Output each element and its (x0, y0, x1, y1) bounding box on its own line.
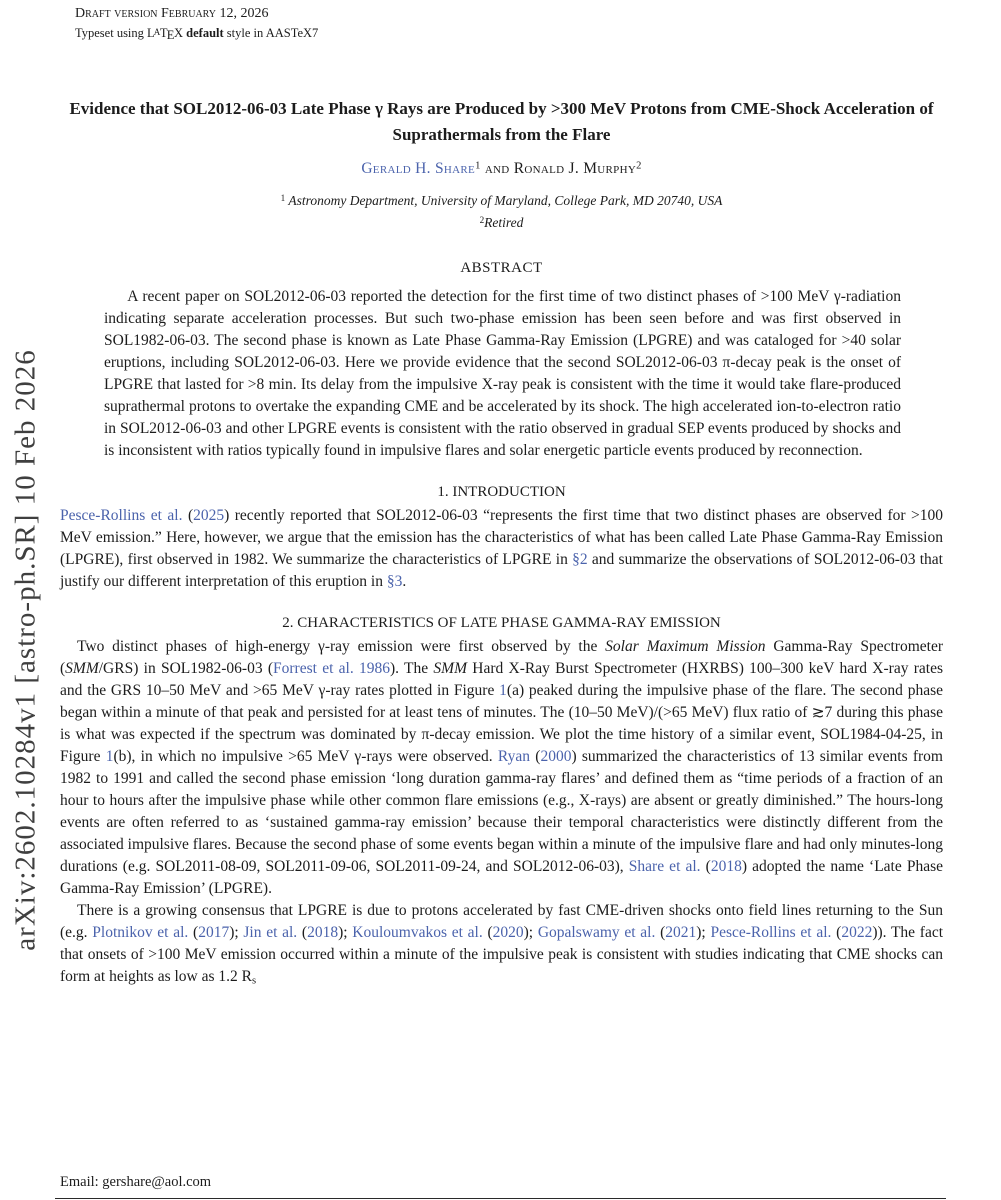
citation-pesce-rollins-2025[interactable]: Pesce-Rollins et al. (60, 506, 183, 524)
citation-year-2025[interactable]: 2025 (193, 506, 225, 524)
section-2-heading: 2. CHARACTERISTICS OF LATE PHASE GAMMA-RAY EMISSION (282, 614, 721, 631)
text-segment: Retired (484, 215, 524, 231)
figure-1a-ref-link[interactable]: 1 (499, 681, 507, 699)
text-segment: ( (700, 857, 711, 875)
citation-plotnikov-2017[interactable]: Plotnikov et al. (92, 923, 189, 941)
page-bottom-rule (55, 1198, 946, 1199)
citation-jin-2018[interactable]: Jin et al. (243, 923, 298, 941)
text-segment: )). The fact that onsets of >100 MeV emission occurred within a minute of the impulsive peak is consistent with studies indicating that CME shocks can form at heights as low as 1.2 R (60, 923, 944, 985)
abstract-text: A recent paper on SOL2012-06-03 reported the detection for the first time of two distinct phases of >100 MeV γ-radiation indicating separate acceleration processes. But such two-phase emission has been seen before and was first observed in SOL1982-06-03. The second phase is known as Late Phase Gamma-Ray Emission (LPGRE) and was cataloged for >40 solar eruptions, including SOL2012-06-03. Here we provide evidence that the second SOL2012-06-03 π-decay peak is the onset of LPGRE that lasted for >8 min. Its delay from the impulsive X-ray peak is consistent with the time it would take flare-produced suprathermal protons to overtake the expanding CME and be accelerated by its shock. The high accelerated ion-to-electron ratio in SOL2012-06-03 and other LPGRE events is consistent with the ratio observed in gradual SEP events produced by shocks and is inconsistent with ratios typically found in impulsive flares and solar energetic particle events produced by reconnection. (104, 287, 901, 459)
section-2-ref-link[interactable]: §2 (572, 550, 588, 568)
section-2-paragraph-2 (60, 900, 943, 988)
author-murphy: and Ronald J. Murphy (480, 160, 637, 177)
citation-year-2018b[interactable]: 2018 (307, 923, 339, 941)
citation-year-2020[interactable]: 2020 (492, 923, 524, 941)
text-segment: default (186, 26, 224, 40)
section-1-heading: 1. INTRODUCTION (437, 483, 566, 500)
latex-logo-char: A (153, 27, 161, 38)
email-footnote (60, 1174, 211, 1191)
citation-ryan-2000[interactable]: Ryan (497, 747, 531, 765)
citation-year-2022[interactable]: 2022 (841, 923, 873, 941)
text-segment: ); (338, 923, 353, 941)
text-segment: There is a growing consensus that LPGRE is due to protons accelerated by fast CME-driven shocks onto field lines returning to the Sun (e.g. (60, 901, 943, 941)
text-segment: ( (182, 506, 194, 524)
citation-share-2018[interactable]: Share et al. (628, 857, 701, 875)
text-segment: ) recently reported that SOL2012-06-03 “represents the first time that two distinct phases are observed for >100 MeV emission.” Here, however, we argue that the emission has the characteristics of what has been called Late Phase Gamma-Ray Emission (LPGRE), first observed in 1982. We summarize the characteristics of LPGRE in (60, 506, 943, 568)
citation-forrest-1986[interactable]: Forrest et al. 1986 (273, 659, 390, 677)
intro-paragraph (60, 505, 943, 593)
citation-year-2018[interactable]: 2018 (710, 857, 742, 875)
section-2-paragraph-1 (60, 636, 943, 900)
affiliation-1 (60, 190, 943, 212)
text-segment: ); (696, 923, 711, 941)
text-segment: ). The (390, 659, 434, 677)
author-share-link[interactable]: Gerald H. Share (361, 160, 476, 177)
text-segment: (a) peaked during the impulsive phase of the flare. The second phase began within a minute of that peak and persisted for at least tens of minutes. The (10–50 MeV)/(>65 MeV) flux ratio of ≳7 during this phase is what was expected if the spectrum was dominated by π-decay emission. We plot the time history of a similar event, SOL1984-04-25, in Figure (60, 681, 944, 765)
author-line (60, 160, 943, 178)
text-segment: Solar Maximum Mission (605, 637, 766, 655)
text-segment: ( (297, 923, 308, 941)
citation-year-2021[interactable]: 2021 (665, 923, 697, 941)
text-segment: (b), in which no impulsive >65 MeV γ-rays were observed. (113, 747, 498, 765)
text-segment: and summarize the observations of SOL2012-06-03 that justify our different interpretation of this eruption in (60, 550, 943, 590)
text-segment: Email: (60, 1174, 103, 1190)
text-segment: Astronomy Department, University of Maryland, College Park, MD 20740, USA (285, 193, 723, 208)
text-segment: Hard X-Ray Burst Spectrometer (HXRBS) 100–300 keV hard X-ray rates and the GRS 10–50 MeV and >65 MeV γ-ray rates plotted in Figure (60, 659, 943, 699)
text-segment: ); (523, 923, 538, 941)
text-segment: style in AASTeX7 (223, 26, 319, 40)
latex-logo-char: T (159, 26, 168, 40)
email-link[interactable]: gershare@aol.com (102, 1174, 212, 1190)
text-segment: 1 (280, 192, 286, 203)
text-segment: ( (655, 923, 666, 941)
draft-version-line: Draft version February 12, 2026 (75, 6, 269, 21)
text-segment: ( (530, 747, 541, 765)
text-segment: . (402, 572, 407, 590)
citation-pesce-rollins-2022[interactable]: Pesce-Rollins et al. (710, 923, 832, 941)
text-segment: ) adopted the name ‘Late Phase Gamma-Ray Emission’ (LPGRE). (60, 857, 944, 897)
arxiv-watermark: arXiv:2602.10284v1 [astro-ph.SR] 10 Feb 2026 (9, 349, 42, 951)
text-segment: /GRS) in SOL1982-06-03 ( (98, 659, 274, 677)
latex-logo-char: L (147, 26, 155, 40)
affiliation-2 (60, 212, 943, 234)
paper-content (60, 0, 943, 988)
text-segment: Typeset using (75, 26, 148, 40)
text-segment: ( (831, 923, 842, 941)
text-segment: Two distinct phases of high-energy γ-ray emission were first observed by the (77, 637, 606, 655)
text-segment: ); (229, 923, 244, 941)
citation-year-2017[interactable]: 2017 (198, 923, 230, 941)
figure-1b-ref-link[interactable]: 1 (105, 747, 114, 765)
paper-title: Evidence that SOL2012-06-03 Late Phase γ Rays are Produced by >300 MeV Protons from CME-Shock Acceleration of Suprathermals from the Flare (69, 99, 934, 144)
text-segment: ( (482, 923, 493, 941)
text-segment: s (252, 975, 257, 987)
text-segment: ) summarized the characteristics of 13 similar events from 1982 to 1991 and called the second phase emission ‘long duration gamma-ray flares’ and defined them as “time periods of a fraction of an hour to hours after the impulsive phase while other common flare emissions (e.g., X-rays) are absent or greatly diminished.” The hours-long events are often referred to as ‘sustained gamma-ray emission’ because their temporal characteristics were distinctly different from the associated impulsive flares. Because the second phase of some events began within a minute of the impulsive flare and had only minutes-long durations (e.g. SOL2011-08-09, SOL2011-09-06, SOL2011-09-24, and SOL2012-06-03), (60, 747, 943, 875)
text-segment: 2 (479, 215, 485, 226)
text-segment: Gamma-Ray Spectrometer ( (60, 637, 943, 677)
citation-kouloumvakos-2020[interactable]: Kouloumvakos et al. (352, 923, 483, 941)
citation-year-2000[interactable]: 2000 (540, 747, 572, 765)
text-segment: 1 (475, 160, 481, 172)
text-segment: 2 (636, 160, 642, 172)
abstract-heading: ABSTRACT (460, 259, 543, 276)
citation-gopalswamy-2021[interactable]: Gopalswamy et al. (537, 923, 656, 941)
section-3-ref-link[interactable]: §3 (386, 572, 403, 590)
text-segment: SMM (433, 659, 467, 677)
latex-logo-char: X (174, 26, 184, 40)
affiliations (60, 190, 943, 235)
latex-logo-char: E (166, 28, 175, 43)
text-segment: SMM (65, 659, 99, 677)
text-segment: ( (188, 923, 199, 941)
